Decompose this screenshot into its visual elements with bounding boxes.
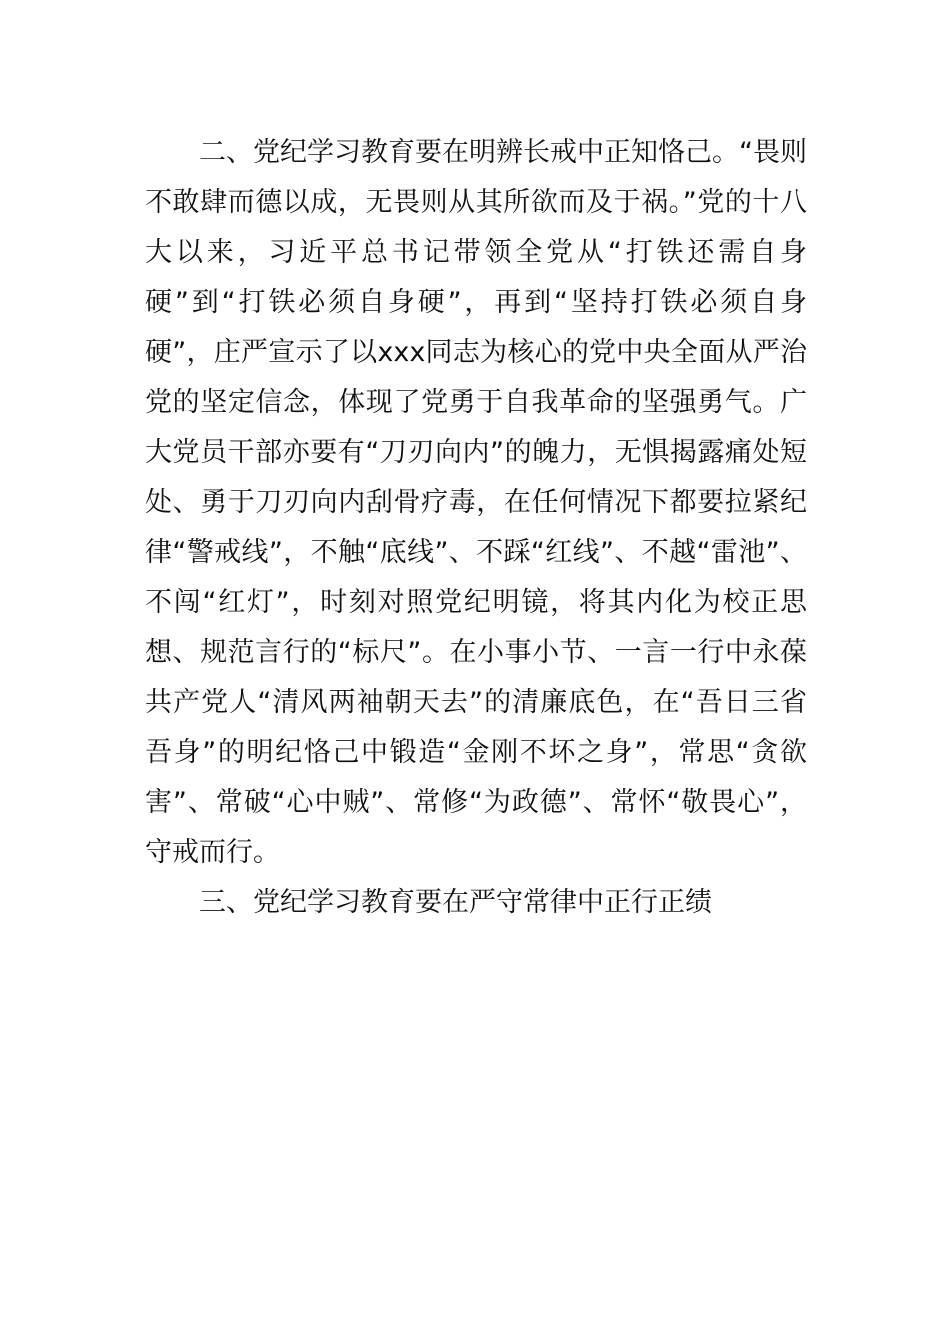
document-body — [145, 128, 807, 928]
paragraph-section-two: 二、党纪学习教育要在明辨长戒中正知恪己。“畏则不敢肆而德以成，无畏则从其所欲而及于祸。”党的十八大以来，习近平总书记带领全党从“打铁还需自身硬”到“打铁必须自身硬”，再到“坚持打铁必须自身硬”，庄严宣示了以xxx同志为核心的党中央全面从严治党的坚定信念，体现了党勇于自我革命的坚强勇气。广大党员干部亦要有“刀刃向内”的魄力，无惧揭露痛处短处、勇于刀刃向内刮骨疗毒，在任何情况下都要拉紧纪律“警戒线”，不触“底线”、不踩“红线”、不越“雷池”、不闯“红灯”，时刻对照党纪明镜，将其内化为校正思想、规范言行的“标尺”。在小事小节、一言一行中永葆共产党人“清风两袖朝天去”的清廉底色，在“吾日三省吾身”的明纪恪己中锻造“金刚不坏之身”，常思“贪欲害”、常破“心中贼”、常修“为政德”、常怀“敬畏心”，守戒而行。 — [145, 137, 807, 868]
paragraph-section-three-heading: 三、党纪学习教育要在严守常律中正行正绩 — [199, 887, 712, 918]
